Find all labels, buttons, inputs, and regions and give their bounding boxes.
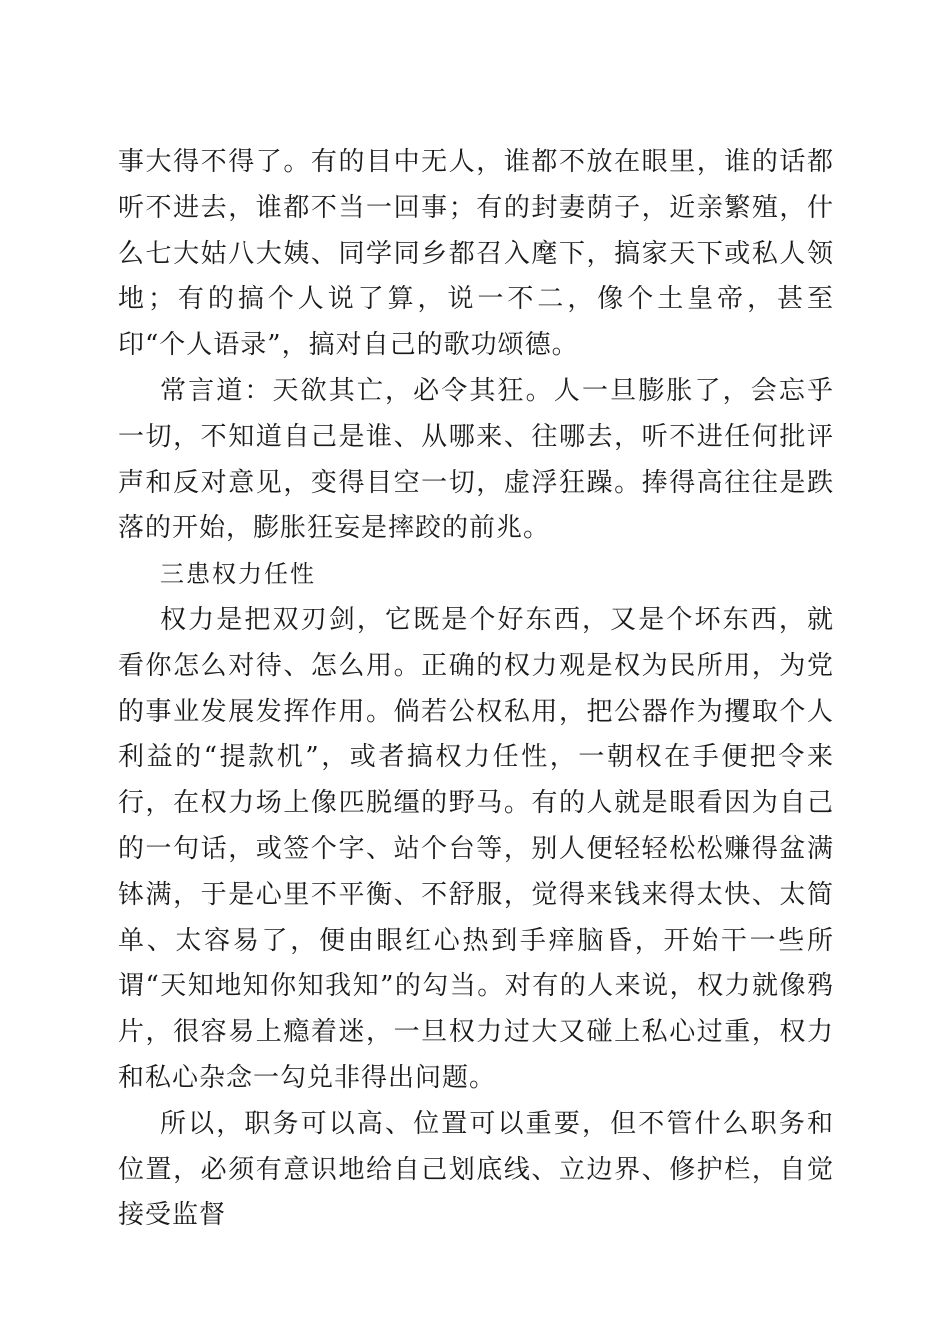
section-heading: 三患权力任性: [160, 560, 316, 589]
paragraph-suoyi: 所以，职务可以高、位置可以重要，但不管什么职务和位置，必须有意识地给自己划底线、立边界、修护栏，自觉接受监督: [118, 1108, 834, 1231]
paragraph-continuation: 事大得不得了。有的目中无人，谁都不放在眼里，谁的话都听不进去，谁都不当一回事；有的封妻荫子，近亲繁殖，什么七大姑八大姨、同学同乡都召入麾下，搞家天下或私人领地；有的搞个人说了算，说一不二，像个土皇帝，甚至印“个人语录”，搞对自己的歌功颂德。: [118, 147, 834, 361]
paragraph-quanli: 权力是把双刃剑，它既是个好东西，又是个坏东西，就看你怎么对待、怎么用。正确的权力观是权为民所用，为党的事业发展发挥作用。倘若公权私用，把公器作为攫取个人利益的“提款机”，或者搞权力任性，一朝权在手便把令来行，在权力场上像匹脱缰的野马。有的人就是眼看因为自己的一句话，或签个字、站个台等，别人便轻轻松松赚得盆满钵满，于是心里不平衡、不舒服，觉得来钱来得太快、太简单、太容易了，便由眼红心热到手痒脑昏，开始干一些所谓“天知地知你知我知”的勾当。对有的人来说，权力就像鸦片，很容易上瘾着迷，一旦权力过大又碰上私心过重，权力和私心杂念一勾兑非得出问题。: [118, 604, 834, 1093]
paragraph-changyan: 常言道：天欲其亡，必令其狂。人一旦膨胀了，会忘乎一切，不知道自己是谁、从哪来、往哪去，听不进任何批评声和反对意见，变得目空一切，虚浮狂躁。捧得高往往是跌落的开始，膨胀狂妄是摔跤的前兆。: [118, 375, 834, 544]
document-body: [118, 140, 834, 1239]
